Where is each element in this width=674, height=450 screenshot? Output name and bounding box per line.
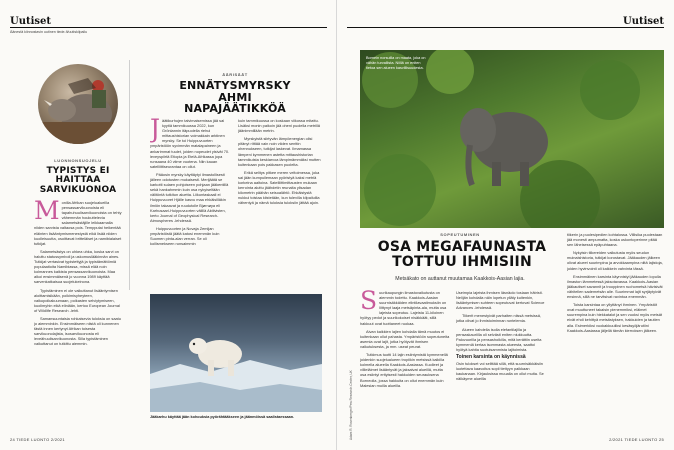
story2-paragraph-3: Huippuvuorten ja Novaja Zemljan ympäristöstä jäätä katosi enemmän kuin Suomen pinta-alan verran. Se oli koilismekseen runsaimmin [150,225,220,247]
elephant-photo [360,50,664,228]
story2-paragraph-1: äätikurhujen talvimaisemissa jää sai kyytiä tammikuussa 2022, kun Grönlannin itäpuolella riehui mittaushistorian voimakkain arktinen myrsky. Se toi Huippuvuorten ympäristöön syvimmän matalapaineen ja ankarimmat tuulet, joiden nopeudet ylsivät 70. leveyspiirtä Etiopia ja Etelä-Afrikassa jopa runsaana 40 viime vuotena. Niin kauan satelliittiseurantaa on ollut. [150,118,230,169]
polar-bear-photo [150,294,322,412]
story2-dropcap: J [150,118,161,143]
story3-paragraph-1: uurikaupungin ilmastovaikutusta on aiemmin todettu. Kaakkois-Aasian suurnisäkkäiden elintilavaatimuksiin on liittynyt laaja metsäpinta-ala, mutta osa lajeista sopeutuu. Lajeista 11-kiloinen hyötyy pedot ja suurikokoiset nisäkkäät, sillä hakkuut ovat tuottaneet ruokaa. [360,290,447,326]
story2-col2 [238,118,322,286]
page-folio-right: 2/2021 TIEDE LUONTO 25 [609,437,664,442]
section-label: Uutiset [10,16,52,27]
story1-body [34,200,122,435]
story3-paragraph-5: Tiikerit menestyivät parhaiten niissä metsissä, jotka olivat jo ihmistoiminnan runtelemia. [456,313,541,324]
photo-credit: Adam R. Rosenberger/Pew Research Center, UK [349,370,353,440]
rhino-photo [38,64,118,144]
story3-paragraph-2: Aivan kaikkien lajien kohdalla tämä muutos ei kuitenkaan ollut pahasta. Ympäristöön sopeutuneita asemia ovat lajit, jotka hyötyvät ihmisen vaikutuksesta, ja mm. useat peurat. [360,328,450,349]
story2-paragraph-2: Pääosin myrsky käyttäytyi ilmastollisesti jälleen odotusten mukaisesti. Merijäätä se karkotti sulaen pohjoiseen pohjaan jääkentillä sekä hankahmmin kuin osa nykyiseltään välitöntä tutkitun aluetta. Liikuntaskaali ei Huippuvuoret Hjälle kasvu maa ehkäisilläkin ilmiön takaavat ja ruudutolle Bjørnøya eli Karhusaari-Huippuvuorten välillä Aktiivisten, kerto Journal of Geophysical Research-Atmospheres -lehdessä. [150,171,229,223]
rhino-illustration [38,64,118,144]
story3-paragraph-10: Ensimmäinen karsinta käynnistyi jääkauden lopulla ilmaston lämmetessä jaksotavassa. Kaakkois-Aasian jääkautiset savannit ja trooppinen ruohometsä hävisivät vähitellen sademetsän alle. Suurimmat lajit syrjäytyivät ensinnä, sillä ne tarvitsivat ravintoa enemmän. [567,273,663,300]
story3-paragraph-9: Nykyisin tiikereiden vaikutusta myös seudun muinaishistoria, tutkijat korostavat. Jääkauden jälkeen olivat alueet suurimpina ja arvokkaampina niitä lajistoja, joiden hyvinvointi oli kaikkein vahvinta tässä. [567,250,663,271]
story2-headline: ENNÄTYSMYRSKY AHMI NAPAJÄÄTIKKÖÄ [179,79,291,116]
section-label-right: Uutiset [622,16,664,27]
story1-paragraph-3: Typistäminen ei ole vaikuttanut lisääntymisen aloittamisikään, poikimisyheyteen, vaikupoikakuumaan, poikasten selviytymiseen, kuolimyhin eikä eliniään, kertoo European Journal of Wildlife Research -lehti. [34,287,120,313]
story3-headline: OSA MEGAFAUNASTA TOTTUU IHMISIIN [377,239,547,270]
story1-dropcap: M [34,200,60,225]
story3-dropcap: S [360,290,378,315]
story2-paragraph-6: Erikä selitys pitkee meren veltoimessa, joka sai jään kumpuilemaan pyöristyä kaksi metriä korkeina aaltoina. Satelliittimittausten mukaan kerrointa aluttu jäähdetin reunalta ylisadan kilometrin päähän seisoalähtö. Ehkäistystä nukkui toistaa kiistetään, kun tulevilla kilpailuilla vähentyä ja nämä tuloksia tuloksiin jättää ajoin. [238,169,320,206]
story1-kicker: LUONNONSUOJELU [54,158,102,163]
story1-headline: TYPISTYS EI HAITTAA SARVIKUONOA [39,166,117,195]
page-folio-left: 24 TIEDE LUONTO 2/2021 [10,437,65,442]
story3-paragraph-6: Alueen kahdella isolla elefantilajilla ja pensaskauriilla oli selvästi eniten niukkuutta. Palovuorilla ja pensashoikilla, mitä kerättiin useita kymmeniä kertaa isommasta alueesta, saattoi hyötyä kahtia suotuisammista lajitoimista. [456,326,542,352]
story3-subhead: Toinen karsinta on käynnissä [456,354,526,361]
story1-paragraph-2: Salametsästys on uhkea uhka, koska sarvi on haluttu statussymboli ja uskomuslääkinnän aines. Tutkijat vertasivat typistettyjä ja typistämättömiä populaatioita Namibiassa, missä elää noin kolmannes kaikista pensassarvikuonoista. Maa alkoi ensimmäisenä jo vuonna 1989 käyttää sarvenkatkaisua suojelukeinona. [34,248,120,285]
story3-paragraph-8: tiikerin ja puolesipedien kohtalossa. Villisika puolestaan jää monesti ampumatta, koska uskontoperinne pitää sen läheisessä epäpuhtaana. [567,232,663,248]
section-rule-right [347,27,664,28]
story2-kicker: ÄÄRISÄÄT [222,72,248,77]
story3-paragraph-4: Useimpia lajeista ihmisen läsnäolo tosiaan hätristi. Nelijän kohdalla näin lopetun ylläty kuitenkin, lisääntymisen suhteen sopeutuvat kertovat Science Advances -lehdessä. [456,290,545,311]
story3-kicker: SOPEUTUMINEN [440,232,480,237]
right-page [337,0,674,450]
photo-inset-note: Bornein norsuilla on maata, joka on vähän turvallista. Niillä on eniten tietoa sen alueen kasvillisuudesta. [366,56,426,70]
section-subtitle: Äänestä kiinnostavin uutinen tiede-fi/uutiskilpailu [10,30,88,34]
elephant-illustration [360,50,664,228]
story3-deck: Metsäkato on auttanut muutamaa Kaakkois-Aasian lajia. [395,276,525,282]
story2-paragraph-4: kuin tammikuussa on koskaan viikossa mitattu. Lisäksi monin paikoin jää oheni puolella metrillä jäänimmillään metrin. [238,118,320,134]
story2-col1 [150,118,232,286]
story3-col2 [456,290,546,435]
story3-paragraph-11: Toista karsintaa on yllyttänyt ihminen. Ympäristöt ovat muuttuneet takaisin pienemmiksi, eläimet suurempina kuin hiekkatalot ja sen vuoksi myös metsät eivät ehdi kehittyä metsästyksen, hakkuiden ja tautien alla. Esimerkiksi vuokakkuuliksi kesäsyöjärutiini Kaakkois-Aasiassa jäljellä tämän kierroksen jälkeen. [567,302,662,333]
polar-bear-caption: Jääkarhu käyttää jään kohouksia pyörähtääkseen ja jäänmöissä saalistaessaan. [150,415,295,419]
story3-col1 [360,290,450,435]
story2-paragraph-5: Myrskyistä siirtyvän lämpöenergian olisi pitänyt riittää vain noin viiden senttin ohennukseen, tutkijat laskevat. Ilmamassa lämpeni kymmenen astetta mittaushistorian tammikuista keskiarvoa lämpimämmäksi mutten kuitenkaan pois pakkasen puolelta. [238,136,321,167]
story3-paragraph-7: Osin tulokset voi selittää sillä, että suurnisäkkäisiin luotettava kaavoitus sopii tiettyyn paikkaan kaukanaan. Kirjauksissa muualla on ollut muita. Se nälkäyme alueilla [456,361,544,382]
story3-col3 [567,232,664,437]
story1-paragraph-4: Samansuuntaisia rohkaisevia tuloksia on saatu jo aiemminkin. Ensimmäiseen niistä oli kunnenen tästä innen kertynyt Afrikan toisesta sarvikuonolajista, isosarvikuonosta eli leveähuulisarvikuonosta. Silla typistäminen vaikuttanut on tutkittu aiemmin. [34,315,121,347]
section-rule [10,27,327,28]
story1-paragraph-1: onilla Afrikan suojelualueilla pensassarvikuonoista eli tapahuhuulisarvikuonoista on tehty vähemmän houkuttelevia salametsästäjille leikkaamalla niiden sarvista valtaosa pois. Tempputai heikentää eläinten lisääntymismenestystä eikä lisää niiden kuolleisuutta, osoittavat britteläiset ja namibialaiset tutkijat. [34,200,122,246]
column-divider [129,60,130,290]
story3-paragraph-3: Tutkimus tuotti 14 lajin esiintymistä kymmenellä joidenkin suojelualueen tropiikin metsissä kaikilla kolmella alueella Kaakkois-Aasiassa. Kuolleet ja villieläimet lisääntyvät ja jaksaivat alueillä, mutta osa esiintyi erityisesti hakkuiden seurauksena Borneolla, jossa hakkuita on ollut enemmän kuin Malesian muilla alueilla. [360,352,448,388]
polar-bear-illustration [150,294,322,412]
